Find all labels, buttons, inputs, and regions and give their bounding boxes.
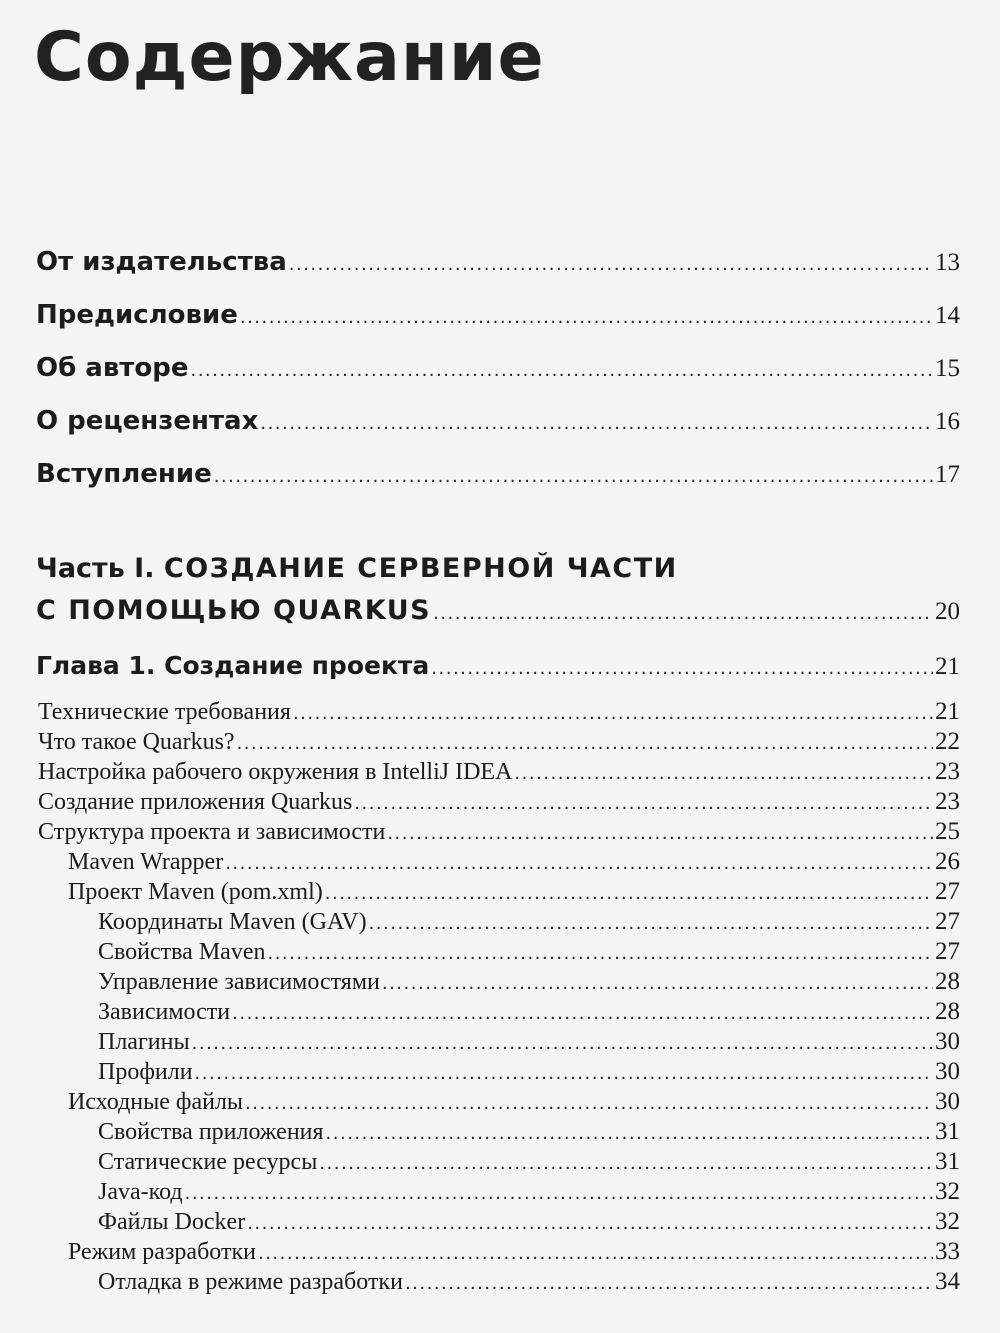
part-title-line2: С ПОМОЩЬЮ QUARKUS [36, 595, 432, 626]
toc-entry-page: 22 [935, 728, 960, 755]
dot-leader [267, 943, 933, 964]
toc-entry-title: Вступление [36, 459, 212, 489]
toc-entry-title: Глава 1. Создание проекта [36, 651, 430, 680]
dot-leader [405, 1273, 933, 1294]
toc-entry-publisher[interactable] [36, 247, 960, 277]
toc-entry-section[interactable] [38, 758, 960, 786]
dot-leader [232, 1003, 933, 1024]
toc-entry-section[interactable] [38, 698, 960, 726]
toc-entry-title: Проект Maven (pom.xml) [68, 879, 323, 905]
toc-entry-part-1[interactable] [36, 595, 960, 626]
dot-leader [387, 823, 933, 844]
part-title-line1: СОЗДАНИЕ СЕРВЕРНОЙ ЧАСТИ [163, 553, 678, 584]
toc-entry-page: 28 [935, 968, 960, 995]
toc-entry-subsubsection[interactable] [98, 998, 960, 1026]
toc-entry-title: О рецензентах [36, 406, 259, 436]
toc-entry-subsection[interactable] [68, 878, 960, 906]
toc-entry-subsubsection[interactable] [98, 1058, 960, 1086]
toc-entry-title: Статические ресурсы [98, 1149, 318, 1175]
toc-entry-page: 31 [935, 1148, 960, 1175]
toc-entry-subsection[interactable] [68, 848, 960, 876]
toc-entry-title: Свойства приложения [98, 1119, 324, 1145]
toc-entry-page: 30 [935, 1028, 960, 1055]
toc-entry-title: Исходные файлы [68, 1089, 244, 1115]
toc-entry-subsubsection[interactable] [98, 1208, 960, 1236]
toc-entry-page: 33 [935, 1238, 960, 1265]
toc-entry-title: Файлы Docker [98, 1209, 246, 1235]
dot-leader [260, 413, 933, 434]
toc-part-heading[interactable] [36, 553, 678, 584]
toc-entry-section[interactable] [38, 818, 960, 846]
toc-entry-preface[interactable] [36, 300, 960, 330]
dot-leader [354, 793, 933, 814]
toc-entry-page: 34 [935, 1268, 960, 1295]
dot-leader [319, 1153, 933, 1174]
dot-leader [237, 733, 933, 754]
toc-entry-title: Отладка в режиме разработки [98, 1269, 403, 1295]
toc-entry-page: 32 [935, 1208, 960, 1235]
toc-entry-title: Плагины [98, 1029, 190, 1055]
toc-entry-reviewers[interactable] [36, 406, 960, 436]
toc-entry-page: 28 [935, 998, 960, 1025]
dot-leader [325, 883, 933, 904]
toc-entry-section[interactable] [38, 728, 960, 756]
dot-leader [326, 1123, 933, 1144]
toc-entry-subsubsection[interactable] [98, 1028, 960, 1056]
toc-entry-title: Зависимости [98, 999, 231, 1025]
toc-entry-subsubsection[interactable] [98, 938, 960, 966]
toc-entry-page: 17 [935, 461, 960, 488]
dot-leader [247, 1213, 933, 1234]
toc-entry-title: Создание приложения Quarkus [38, 789, 353, 815]
toc-entry-page: 32 [935, 1178, 960, 1205]
toc-entry-page: 31 [935, 1118, 960, 1145]
toc-entry-page: 13 [935, 249, 960, 276]
toc-entry-title: От издательства [36, 247, 287, 277]
dot-leader [369, 913, 933, 934]
dot-leader [190, 360, 933, 381]
dot-leader [289, 254, 933, 275]
toc-entry-page: 30 [935, 1058, 960, 1085]
toc-entry-introduction[interactable] [36, 459, 960, 489]
toc-entry-title: Координаты Maven (GAV) [98, 909, 367, 935]
dot-leader [431, 658, 933, 679]
toc-entry-title: Профили [98, 1059, 193, 1085]
dot-leader [192, 1033, 933, 1054]
toc-entry-page: 15 [935, 355, 960, 382]
toc-entry-page: 27 [935, 878, 960, 905]
toc-entry-about-author[interactable] [36, 353, 960, 383]
dot-leader [382, 973, 933, 994]
toc-entry-page: 23 [935, 758, 960, 785]
toc-entry-page: 25 [935, 818, 960, 845]
toc-entry-page: 30 [935, 1088, 960, 1115]
toc-entry-subsubsection[interactable] [98, 1148, 960, 1176]
dot-leader [214, 466, 933, 487]
toc-entry-page: 27 [935, 938, 960, 965]
toc-entry-subsection[interactable] [68, 1238, 960, 1266]
toc-entry-subsection[interactable] [68, 1088, 960, 1116]
toc-entry-title: Режим разработки [68, 1239, 256, 1265]
toc-entry-page: 26 [935, 848, 960, 875]
dot-leader [514, 763, 933, 784]
toc-entry-page: 21 [935, 698, 960, 725]
dot-leader [433, 603, 933, 624]
dot-leader [225, 853, 933, 874]
toc-entry-title: Технические требования [38, 699, 291, 725]
dot-leader [293, 703, 933, 724]
dot-leader [195, 1063, 933, 1084]
toc-entry-title: Об авторе [36, 353, 189, 383]
toc-entry-title: Предисловие [36, 300, 238, 330]
toc-entry-page: 27 [935, 908, 960, 935]
part-prefix: Часть I. [36, 553, 155, 584]
toc-entry-title: Свойства Maven [98, 939, 266, 965]
toc-entry-subsubsection[interactable] [98, 968, 960, 996]
toc-entry-title: Что такое Quarkus? [38, 729, 235, 755]
dot-leader [240, 307, 933, 328]
toc-entry-subsubsection[interactable] [98, 1268, 960, 1296]
toc-entry-title: Управление зависимостями [98, 969, 380, 995]
toc-entry-page: 14 [935, 302, 960, 329]
toc-entry-page: 21 [935, 653, 960, 680]
toc-entry-page: 16 [935, 408, 960, 435]
toc-entry-chapter-1[interactable] [36, 651, 960, 681]
toc-entry-title: Настройка рабочего окружения в IntelliJ IDEA [38, 759, 513, 785]
toc-entry-title: Maven Wrapper [68, 849, 224, 875]
dot-leader [245, 1093, 933, 1114]
toc-entry-subsubsection[interactable] [98, 1118, 960, 1146]
toc-entry-section[interactable] [38, 788, 960, 816]
toc-entry-title: Java-код [98, 1179, 183, 1205]
toc-entry-subsubsection[interactable] [98, 1178, 960, 1206]
dot-leader [185, 1183, 933, 1204]
toc-entry-subsubsection[interactable] [98, 908, 960, 936]
toc-entry-page: 20 [935, 598, 960, 625]
toc-entry-title: Структура проекта и зависимости [38, 819, 386, 845]
page-title: Содержание [34, 18, 545, 97]
toc-entry-page: 23 [935, 788, 960, 815]
dot-leader [258, 1243, 933, 1264]
